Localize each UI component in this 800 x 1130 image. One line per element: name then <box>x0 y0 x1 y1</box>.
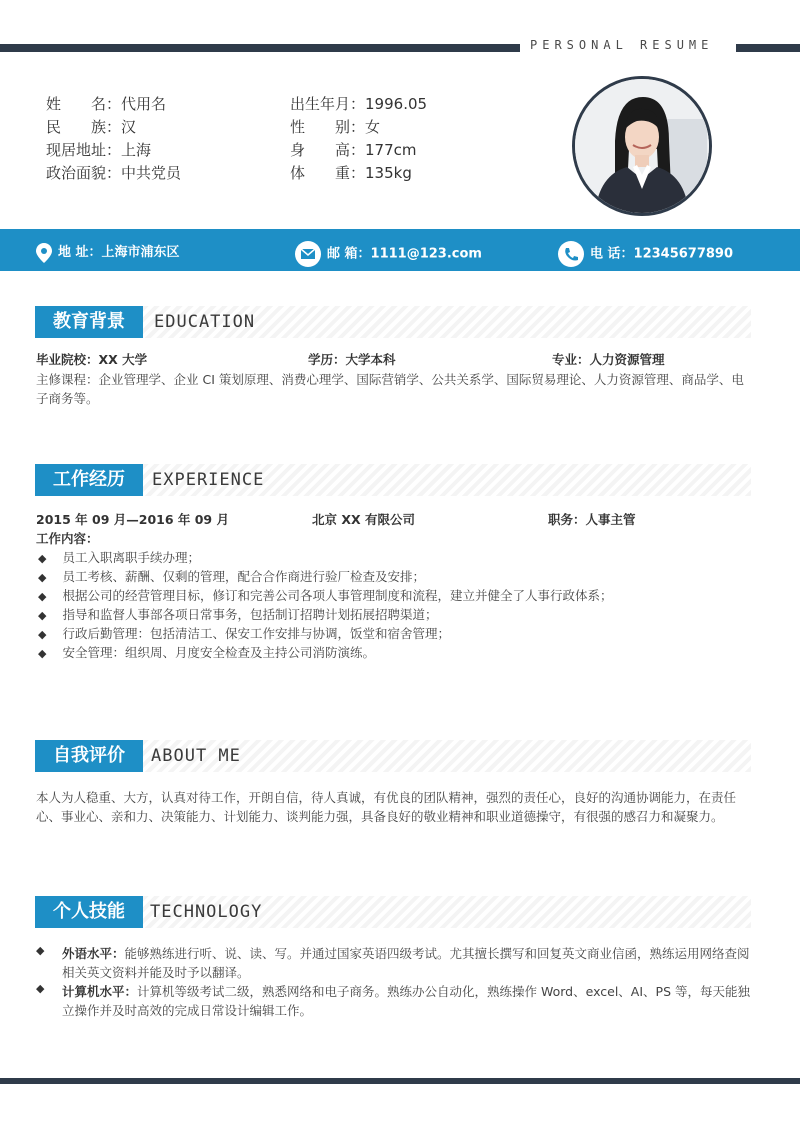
education-degree: 学历：大学本科 <box>308 352 396 367</box>
header-bar-right <box>736 44 800 52</box>
skill-computer-label: 计算机水平： <box>62 984 138 999</box>
residence-value: 上海 <box>121 141 152 159</box>
header-bar-left <box>0 44 520 52</box>
skill-language-label: 外语水平： <box>62 946 125 961</box>
email-text: 邮 箱：1111@123.com <box>327 246 482 262</box>
skills-title: 个人技能 <box>35 896 143 928</box>
ethnic-row <box>46 116 136 137</box>
weight-row <box>290 162 412 183</box>
experience-title-en: EXPERIENCE <box>152 470 265 490</box>
education-title: 教育背景 <box>35 306 143 338</box>
political-value: 中共党员 <box>121 164 182 182</box>
contact-address <box>36 241 180 263</box>
height-row <box>290 139 417 160</box>
height-label: 身 高： <box>290 141 366 159</box>
portrait-icon <box>575 79 709 213</box>
contact-phone <box>558 241 733 267</box>
mail-icon <box>295 241 321 267</box>
resume-title: PERSONAL RESUME <box>530 38 714 52</box>
about-title-en: ABOUT ME <box>151 746 241 766</box>
bullet-diamond-icon: ◆ <box>36 982 45 995</box>
birth-row <box>290 93 427 114</box>
gender-value: 女 <box>365 118 381 136</box>
weight-label: 体 重： <box>290 164 366 182</box>
experience-item: ◆ 员工入职离职手续办理； <box>38 548 200 568</box>
ethnic-label: 民 族： <box>46 118 122 136</box>
ethnic-value: 汉 <box>121 118 137 136</box>
birth-value: 1996.05 <box>365 95 428 113</box>
skill-language-text: 能够熟练进行听、说、读、写。并通过国家英语四级考试。尤其擅长撰写和回复英文商业信函，熟练运用网络查阅相关英文资料并能及时予以翻译。 <box>62 946 750 980</box>
political-row <box>46 162 181 183</box>
skill-computer-text: 计算机等级考试二级，熟悉网络和电子商务。熟练办公自动化，熟练操作 Word、excel、AI、PS 等，每天能独立操作并及时高效的完成日常设计编辑工作。 <box>62 984 750 1018</box>
experience-period: 2015 年 09 月—2016 年 09 月 <box>36 512 229 527</box>
location-pin-icon <box>36 243 52 263</box>
skill-language <box>62 944 752 982</box>
footer-bar <box>0 1078 800 1084</box>
education-courses: 主修课程：企业管理学、企业 CI 策划原理、消费心理学、国际营销学、公共关系学、国际贸易理论、人力资源管理、商品学、电子商务等。 <box>36 372 744 406</box>
residence-row <box>46 139 151 160</box>
education-title-en: EDUCATION <box>154 312 256 332</box>
skill-computer <box>62 982 752 1020</box>
experience-company: 北京 XX 有限公司 <box>312 512 415 527</box>
experience-item: ◆ 根据公司的经营管理目标，修订和完善公司各项人事管理制度和流程，建立并健全了人事行政体系； <box>38 586 612 606</box>
experience-position: 职务：人事主管 <box>548 512 636 527</box>
birth-label: 出生年月： <box>290 95 366 113</box>
gender-row <box>290 116 380 137</box>
experience-item: ◆ 员工考核、薪酬、仅剩的管理，配合合作商进行验厂检查及安排； <box>38 567 425 587</box>
address-text: 地 址：上海市浦东区 <box>58 245 180 260</box>
phone-icon <box>558 241 584 267</box>
skills-title-en: TECHNOLOGY <box>150 902 263 922</box>
contact-email <box>295 241 482 267</box>
name-row <box>46 93 166 114</box>
weight-value: 135kg <box>365 164 412 182</box>
name-value: 代用名 <box>121 95 167 113</box>
profile-photo <box>572 76 712 216</box>
phone-text: 电 话：12345677890 <box>590 246 734 262</box>
height-value: 177cm <box>365 141 417 159</box>
about-title: 自我评价 <box>35 740 143 772</box>
gender-label: 性 别： <box>290 118 366 136</box>
bullet-diamond-icon: ◆ <box>36 944 45 957</box>
experience-content-label: 工作内容： <box>36 531 99 546</box>
experience-title: 工作经历 <box>35 464 143 496</box>
name-label: 姓 名： <box>46 95 122 113</box>
political-label: 政治面貌： <box>46 164 122 182</box>
experience-item: ◆ 安全管理：组织周、月度安全检查及主持公司消防演练。 <box>38 643 375 663</box>
experience-item: ◆ 指导和监督人事部各项日常事务，包括制订招聘计划拓展招聘渠道； <box>38 605 437 625</box>
residence-label: 现居地址： <box>46 141 122 159</box>
education-school: 毕业院校：XX 大学 <box>36 352 148 367</box>
experience-item: ◆ 行政后勤管理：包括清洁工、保安工作安排与协调，饭堂和宿舍管理； <box>38 624 450 644</box>
education-major: 专业：人力资源管理 <box>552 352 665 367</box>
about-text: 本人为人稳重、大方，认真对待工作，开朗自信，待人真诚，有优良的团队精神，强烈的责任心，良好的沟通协调能力，在责任心、事业心、亲和力、决策能力、计划能力、谈判能力强，具备良好的敬业精神和职业道德操守，有很强的感召力和凝聚力。 <box>36 790 737 824</box>
